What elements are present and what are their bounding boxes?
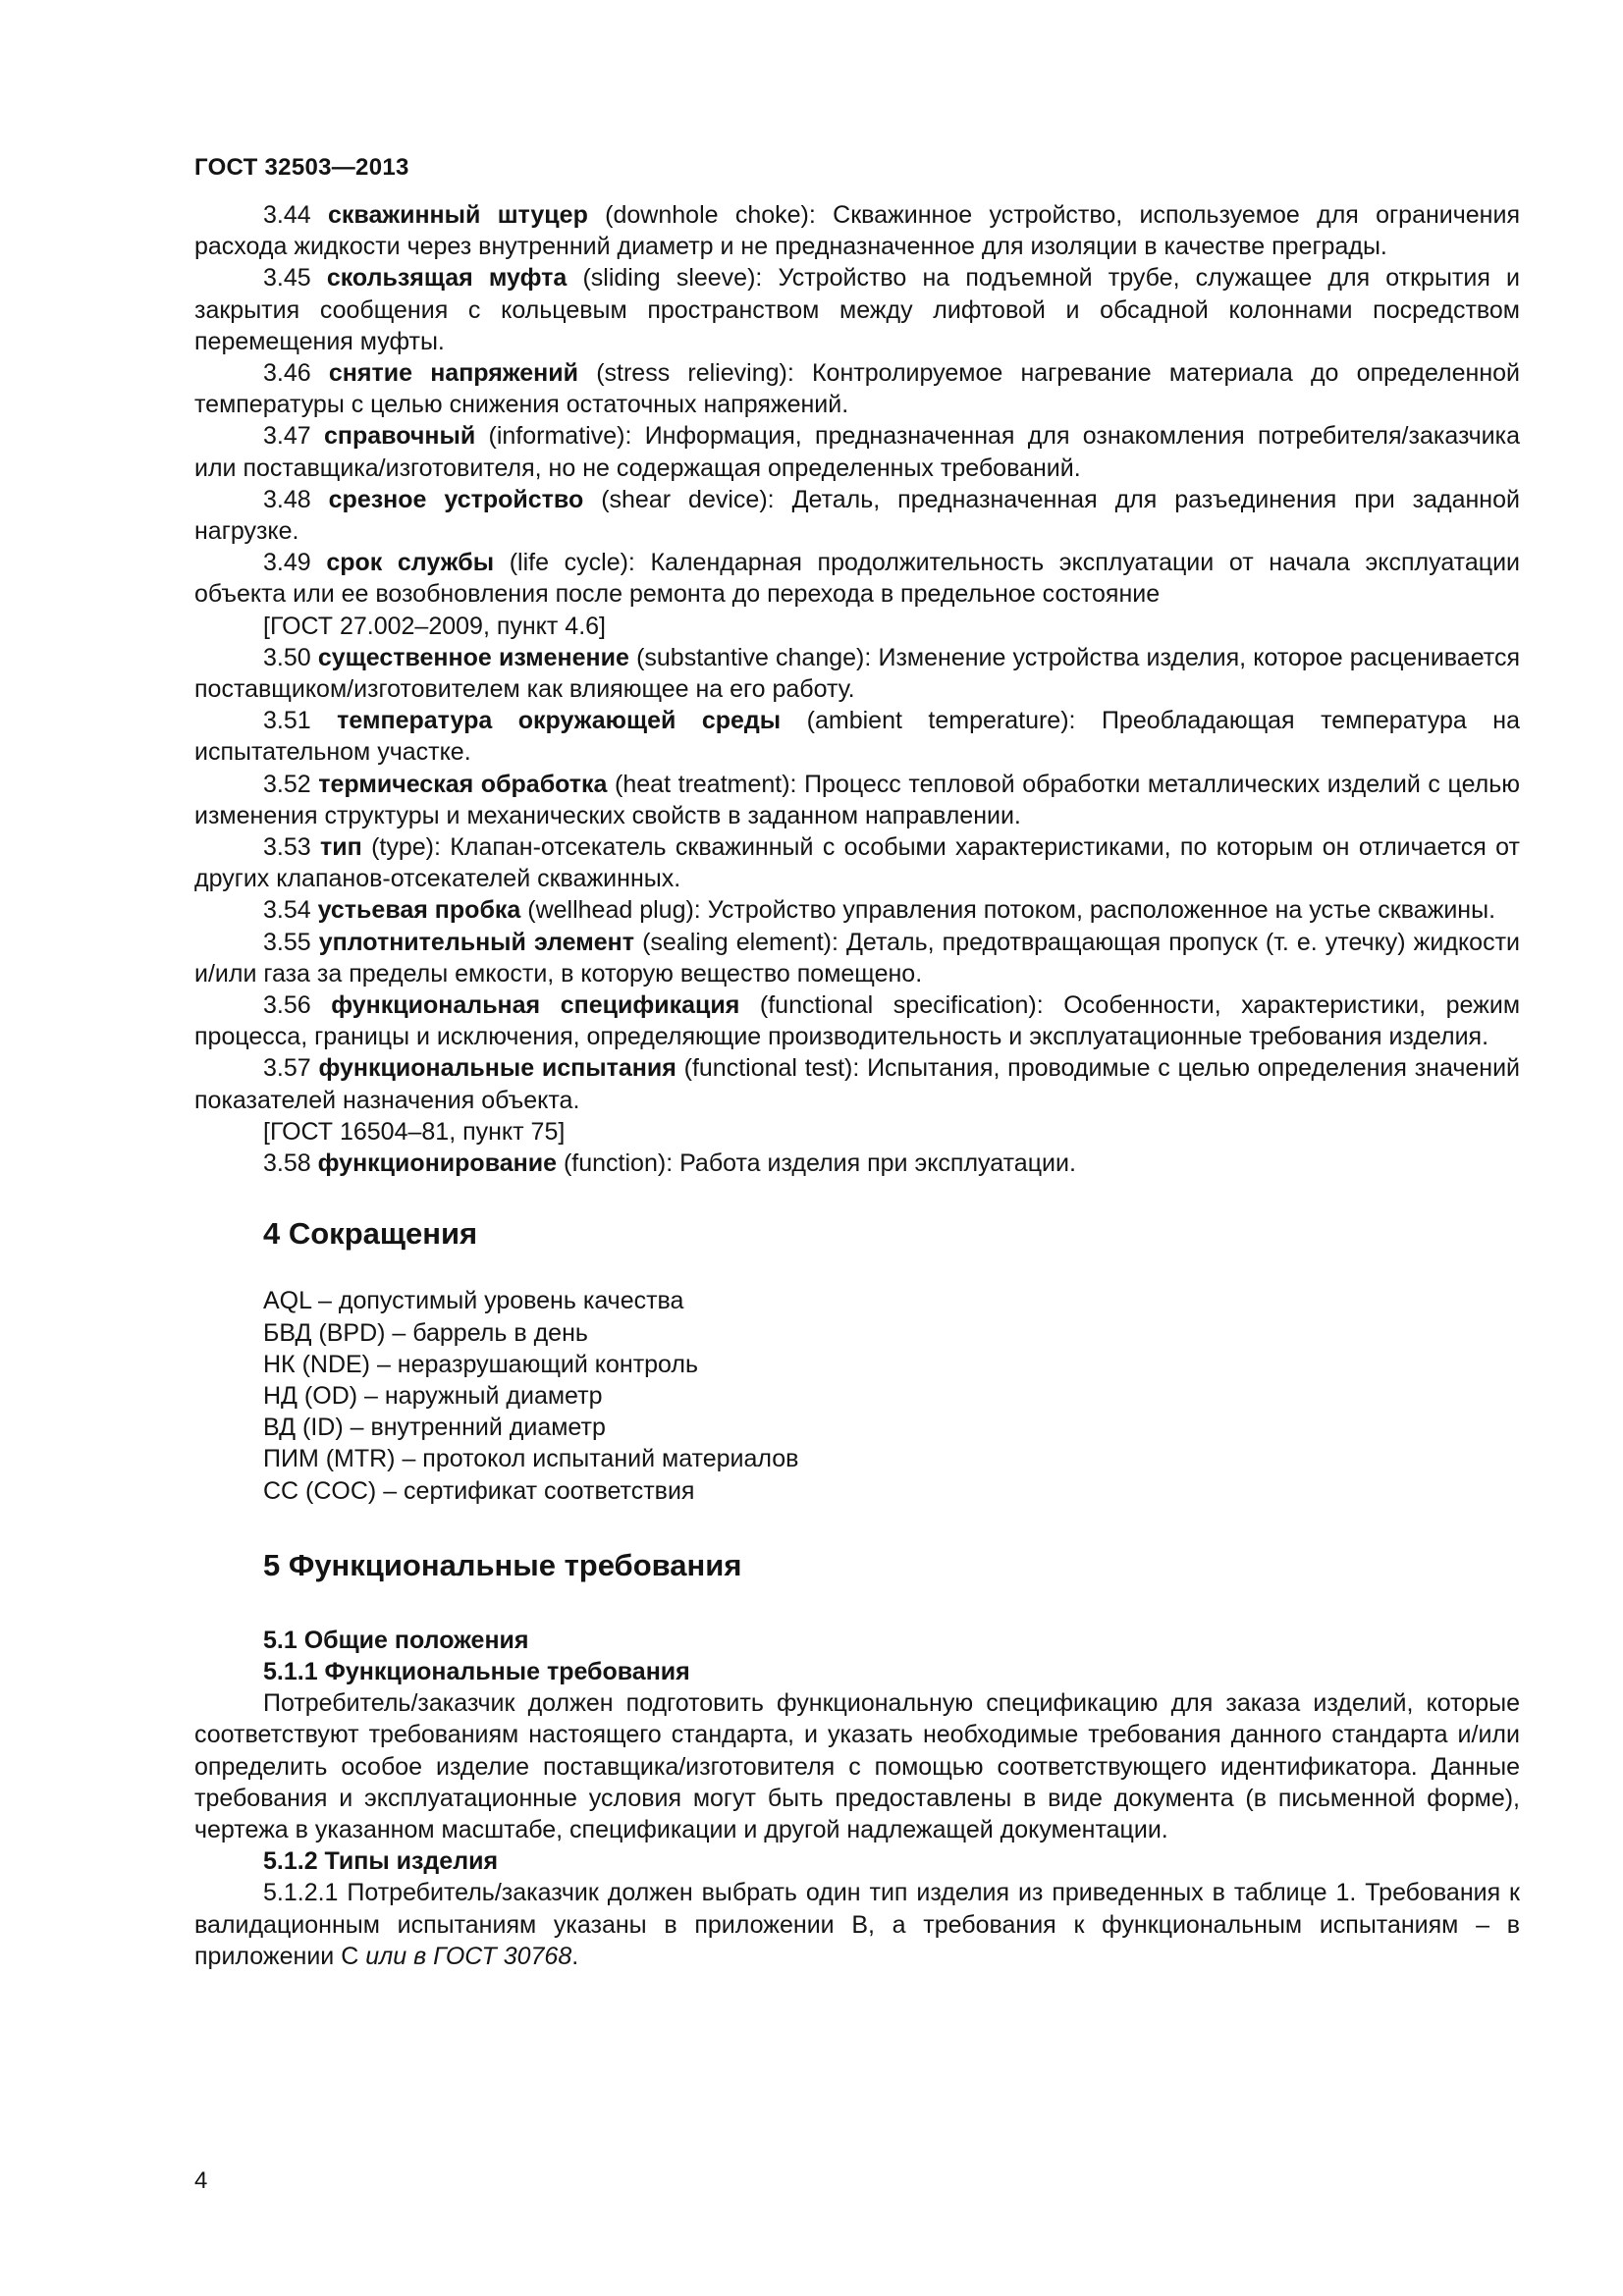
term-entry	[194, 642, 1520, 705]
term-name: тип	[320, 833, 362, 862]
term-number: 3.56	[263, 991, 311, 1020]
term-definition: (function): Работа изделия при эксплуатации.	[557, 1149, 1076, 1178]
term-entry	[194, 705, 1520, 768]
abbreviation-item: ПИМ (MTR) – протокол испытаний материалов	[263, 1445, 799, 1473]
term-number: 3.48	[263, 485, 311, 513]
term-definition: (functional test): Испытания, проводимые с целью определения значений показателей назначения объекта.	[194, 1054, 1520, 1114]
term-entry	[194, 547, 1520, 610]
term-number: 3.45	[263, 264, 311, 293]
term-definition: (sliding sleeve): Устройство на подъемной трубе, служащее для открытия и закрытия сообщения с кольцевым пространством между лифтовой и обсадной колоннами посредством перемещения муфты.	[194, 264, 1520, 355]
term-number: 3.55	[263, 928, 311, 956]
term-definition: (wellhead plug): Устройство управления потоком, расположенное на устье скважины.	[520, 896, 1496, 925]
term-definition: (stress relieving): Контролируемое нагревание материала до определенной температуры с целью снижения остаточных напряжений.	[194, 359, 1520, 419]
term-entry	[194, 262, 1520, 357]
term-entry	[194, 894, 1520, 926]
page-body	[194, 199, 1520, 1972]
term-name: функционирование	[317, 1149, 558, 1178]
term-reference: [ГОСТ 16504–81, пункт 75]	[263, 1117, 566, 1146]
term-name: температура окружающей среды	[337, 707, 782, 735]
paragraph-5-1-2-1-italic: или в ГОСТ 30768	[365, 1942, 572, 1970]
subsection-5-1-heading: 5.1 Общие положения	[263, 1626, 529, 1654]
abbreviations-list	[194, 1285, 1520, 1506]
section-4-heading: 4 Сокращения	[263, 1216, 478, 1252]
term-entry	[194, 927, 1520, 989]
term-name: уплотнительный элемент	[318, 928, 635, 956]
term-entry	[194, 1148, 1520, 1179]
abbreviation-item: НД (OD) – наружный диаметр	[263, 1381, 603, 1410]
term-number: 3.52	[263, 770, 311, 798]
terms-list	[194, 199, 1520, 1179]
paragraph-5-1-2-1	[194, 1877, 1520, 1972]
term-definition: (substantive change): Изменение устройства изделия, которое расценивается поставщиком/изготовителем как влияющее на его работу.	[194, 643, 1520, 704]
term-entry	[194, 420, 1520, 483]
subsection-5-1-1-heading: 5.1.1 Функциональные требования	[263, 1657, 690, 1685]
term-definition: (heat treatment): Процесс тепловой обработки металлических изделий с целью изменения структуры и механических свойств в заданном направлении.	[194, 770, 1521, 829]
abbreviation-item: СС (COC) – сертификат соответствия	[263, 1476, 695, 1505]
page-number: 4	[194, 2167, 208, 2194]
term-number: 3.47	[263, 422, 311, 451]
abbreviation-item: ВД (ID) – внутренний диаметр	[263, 1414, 606, 1442]
abbreviation-item: AQL – допустимый уровень качества	[263, 1287, 684, 1315]
paragraph-5-1-2-1-end: .	[571, 1942, 579, 1970]
term-entry	[194, 357, 1520, 420]
term-entry	[194, 484, 1520, 547]
document-code-header: ГОСТ 32503—2013	[194, 154, 409, 181]
term-number: 3.44	[263, 201, 311, 229]
term-number: 3.51	[263, 707, 311, 735]
subsection-5-1-2-heading: 5.1.2 Типы изделия	[263, 1847, 499, 1876]
term-entry	[194, 1052, 1520, 1115]
term-reference: [ГОСТ 27.002–2009, пункт 4.6]	[263, 612, 606, 640]
term-name: срезное устройство	[328, 485, 584, 513]
term-number: 3.57	[263, 1054, 311, 1083]
term-number: 3.53	[263, 833, 311, 862]
term-entry	[194, 199, 1520, 262]
term-name: справочный	[324, 422, 476, 451]
paragraph-5-1-1: Потребитель/заказчик должен подготовить функциональную спецификацию для заказа изделий, которые соответствуют требованиям настоящего стандарта, и указать необходимые требования данного стандарта и/или определить особое изделие поставщика/изготовителя с помощью соответствующего идентификатора. Данные требования и эксплуатационные условия могут быть предоставлены в виде документа (в письменной форме), чертежа в указанном масштабе, спецификации и другой надлежащей документации.	[194, 1689, 1520, 1843]
term-name: скользящая муфта	[326, 264, 568, 293]
paragraph-5-1-2-1-text: 5.1.2.1 Потребитель/заказчик должен выбрать один тип изделия из приведенных в таблице 1. Требования к валидационным испытаниям указаны в приложении В, а требования к функциональным испытаниям – в приложении С	[194, 1879, 1520, 1970]
term-number: 3.54	[263, 896, 311, 925]
term-number: 3.46	[263, 359, 311, 388]
term-definition: (type): Клапан-отсекатель скважинный с особыми характеристиками, по которым он отличается от других клапанов-отсекателей скважинных.	[194, 833, 1520, 893]
term-entry	[194, 769, 1520, 831]
term-name: срок службы	[326, 549, 495, 577]
term-number: 3.50	[263, 643, 311, 671]
term-definition: (life cycle): Календарная продолжительность эксплуатации от начала эксплуатации объекта или ее возобновления после ремонта до перехода в предельное состояние	[194, 549, 1520, 609]
term-definition: (functional specification): Особенности, характеристики, режим процесса, границы и исключения, определяющие производительность и эксплуатационные требования изделия.	[194, 991, 1521, 1051]
term-definition: (informative): Информация, предназначенная для ознакомления потребителя/заказчика или поставщика/изготовителя, но не содержащая определенных требований.	[194, 422, 1520, 482]
term-definition: (shear device): Деталь, предназначенная для разъединения при заданной нагрузке.	[194, 485, 1520, 546]
section-5-heading: 5 Функциональные требования	[263, 1547, 742, 1582]
term-name: существенное изменение	[317, 643, 629, 671]
abbreviation-item: НК (NDE) – неразрушающий контроль	[263, 1350, 699, 1378]
abbreviation-item: БВД (BPD) – баррель в день	[263, 1318, 588, 1347]
term-definition: (downhole choke): Скважинное устройство, используемое для ограничения расхода жидкости через внутренний диаметр и не предназначенное для изоляции в качестве преграды.	[194, 201, 1520, 261]
term-name: термическая обработка	[318, 770, 608, 798]
term-number: 3.49	[263, 549, 311, 577]
term-number: 3.58	[263, 1149, 311, 1178]
term-entry	[194, 831, 1520, 894]
term-name: снятие напряжений	[328, 359, 578, 388]
term-name: устьевая пробка	[317, 896, 521, 925]
term-definition: (ambient temperature): Преобладающая температура на испытательном участке.	[194, 707, 1520, 767]
term-name: функциональная спецификация	[331, 991, 740, 1020]
term-name: функциональные испытания	[318, 1054, 676, 1083]
term-entry	[194, 989, 1520, 1052]
term-name: скважинный штуцер	[328, 201, 588, 229]
term-definition: (sealing element): Деталь, предотвращающая пропуск (т. е. утечку) жидкости и/или газа за пределы емкости, в которую вещество помещено.	[194, 928, 1520, 988]
